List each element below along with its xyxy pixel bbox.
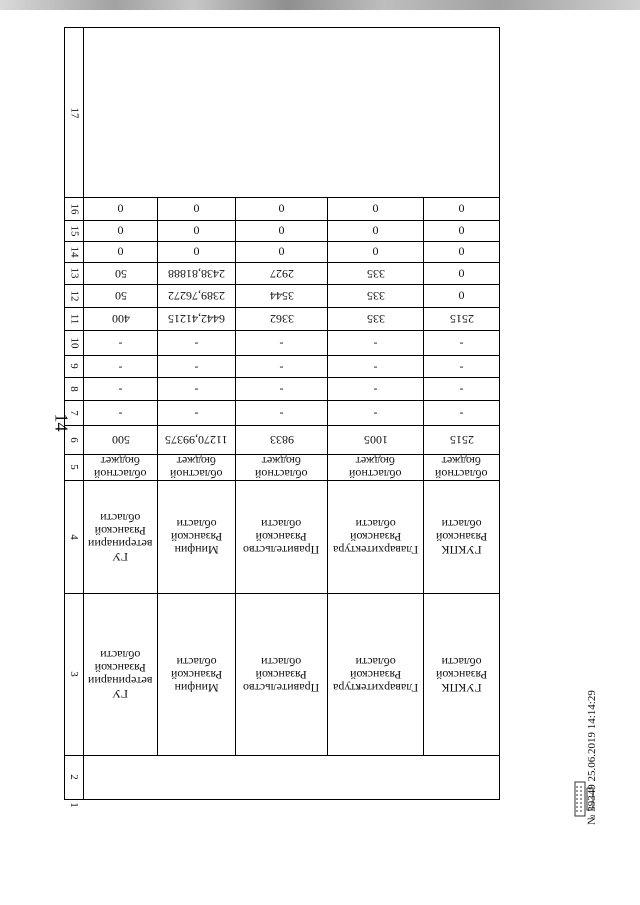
table-cell-col13 [158, 262, 235, 284]
table-cell-col7 [236, 400, 327, 425]
table-cell-col5 [424, 454, 499, 480]
table-cell-col9 [328, 355, 423, 377]
cell-text: - [279, 405, 284, 419]
table-cell-col3 [236, 593, 327, 755]
column-number-label: 2 [68, 774, 80, 780]
page-number: 14 [51, 413, 72, 432]
cell-text: - [118, 405, 123, 419]
table-cell-col10 [424, 330, 499, 355]
cell-text: ГУКПК Рязанской области [435, 517, 488, 557]
cell-text: 11270,99375 [165, 433, 228, 447]
column-number [65, 454, 83, 480]
column-number [65, 755, 83, 799]
table-cell-col6 [84, 425, 157, 454]
column-number-label: 10 [68, 337, 80, 348]
cell-text: - [279, 381, 284, 395]
cell-text: - [279, 358, 284, 373]
column-number-label: 13 [68, 267, 80, 279]
cell-text: - [373, 335, 378, 349]
table-cell-col6 [236, 425, 327, 454]
cell-text: 0 [193, 223, 200, 237]
table-cell-col13 [236, 262, 327, 284]
table-cell-col14 [236, 241, 327, 262]
cell-text: 1005 [363, 433, 388, 447]
table-cell-col6 [328, 425, 423, 454]
table-cell-col10 [328, 330, 423, 355]
cell-text: 0 [458, 288, 465, 302]
cell-text: - [194, 405, 199, 419]
column-number-label: 5 [68, 464, 80, 470]
column-number [65, 28, 83, 197]
column-number-label: 15 [68, 225, 80, 236]
cell-text: 0 [458, 265, 465, 280]
cell-text: 3362 [269, 312, 294, 326]
table-cell-col4 [158, 480, 235, 593]
cell-text: 0 [458, 201, 465, 215]
cell-text: - [459, 381, 464, 395]
table-cell-col6 [158, 425, 235, 454]
cell-text: 335 [366, 266, 385, 281]
column-number [65, 480, 83, 593]
table-cell-col9 [424, 355, 499, 377]
table-cell-col8 [328, 377, 423, 400]
table-cell-col8 [84, 377, 157, 400]
table-cell-col4 [84, 480, 157, 593]
column-number-label: 6 [68, 436, 80, 443]
table-cell-col14 [158, 241, 235, 262]
column-number [65, 377, 83, 400]
table-cell-col14 [328, 241, 423, 262]
cell-text: 0 [278, 201, 285, 215]
table-cell-col12 [424, 284, 499, 307]
column-number [65, 241, 83, 262]
column-number-label: 7 [68, 409, 80, 416]
table-cell-col11 [328, 307, 423, 330]
cell-text: ГУ ветеринарии Рязанской области [88, 510, 153, 564]
table-cell-col11 [84, 307, 157, 330]
column-number [65, 307, 83, 330]
cell-text: - [194, 335, 199, 349]
column-number-label: 1 [68, 802, 80, 808]
cell-text: областной бюджет [170, 454, 223, 481]
table-cell-col15 [84, 220, 157, 241]
cell-text: - [118, 358, 123, 373]
table-cell-col10 [84, 330, 157, 355]
cell-text: 6442,41215 [168, 312, 225, 326]
cell-text: 335 [366, 312, 385, 326]
table-cell-col10 [236, 330, 327, 355]
table-cell-col14 [424, 241, 499, 262]
table-cell-col6 [424, 425, 499, 454]
column-number [65, 330, 83, 355]
cell-text: - [373, 381, 378, 395]
cell-text: 0 [117, 223, 124, 237]
table-rule [65, 755, 499, 756]
table-cell-col8 [424, 377, 499, 400]
table-cell-col9 [84, 355, 157, 377]
cell-text: Минфин Рязанской области [170, 517, 223, 557]
column-number [65, 220, 83, 241]
registration-stamp: № 39349 25.06.2019 14:14:29 [586, 690, 598, 825]
table-cell-col11 [236, 307, 327, 330]
column-number-label: 14 [68, 246, 80, 257]
table-cell-col12 [84, 284, 157, 307]
table-cell-col16 [158, 197, 235, 220]
table-cell-col5 [84, 454, 157, 480]
cell-text: - [194, 358, 199, 373]
cell-text: 2515 [449, 433, 474, 447]
column-number [65, 355, 83, 377]
table-cell-col10 [158, 330, 235, 355]
table-cell-col3 [84, 593, 157, 755]
table-cell-col12 [328, 284, 423, 307]
table-cell-col12 [236, 284, 327, 307]
cell-text: 335 [366, 289, 385, 303]
column-number-label: 9 [68, 363, 80, 369]
table-cell-col7 [328, 400, 423, 425]
table-cell-col7 [84, 400, 157, 425]
table-cell-col14 [84, 241, 157, 262]
table-cell-col8 [236, 377, 327, 400]
table-cell-col13 [84, 262, 157, 284]
table-cell-col16 [84, 197, 157, 220]
table-cell-col3 [424, 593, 499, 755]
cell-text: Главархитектура Рязанской области [332, 517, 419, 557]
cell-text: 50 [114, 266, 127, 281]
cell-text: 2515 [449, 312, 474, 326]
column-number-label: 4 [68, 533, 80, 540]
cell-text: - [373, 405, 378, 419]
table-cell-col15 [236, 220, 327, 241]
cell-text: 0 [193, 201, 200, 215]
cell-text: областной бюджет [94, 454, 147, 481]
cell-text: 400 [111, 312, 130, 326]
table-cell-col15 [158, 220, 235, 241]
cell-text: - [118, 381, 123, 395]
table-cell-col5 [328, 454, 423, 480]
cell-text: областной бюджет [255, 454, 308, 481]
cell-text: 0 [458, 223, 465, 237]
cell-text: - [459, 335, 464, 349]
table-cell-col5 [158, 454, 235, 480]
table-cell-col9 [236, 355, 327, 377]
cell-text: 50 [114, 289, 127, 303]
cell-text: ГУ ветеринарии Рязанской области [88, 648, 153, 701]
cell-text: 0 [278, 244, 285, 258]
table-cell-col16 [236, 197, 327, 220]
table-cell-col7 [158, 400, 235, 425]
table-cell-col16 [424, 197, 499, 220]
cell-text: 0 [458, 244, 465, 258]
table-cell-col13 [424, 262, 499, 284]
cell-text: Главархитектура Рязанской области [332, 654, 419, 695]
cell-text: 9833 [269, 433, 294, 447]
table-cell-col4 [328, 480, 423, 593]
cell-text: областной бюджет [349, 454, 402, 481]
cell-text: - [279, 335, 284, 349]
column-number-label: 3 [68, 671, 80, 677]
table-cell-col12 [158, 284, 235, 307]
cell-text: 0 [117, 244, 124, 258]
column-number-label: 8 [68, 385, 80, 392]
cell-text: - [459, 358, 464, 373]
table-cell-col3 [158, 593, 235, 755]
cell-text: - [373, 358, 378, 373]
table-cell-col3 [328, 593, 423, 755]
cell-text: Правительство Рязанской области [243, 654, 320, 695]
table-cell-col5 [236, 454, 327, 480]
column-number-label: 12 [68, 290, 80, 301]
cell-text: 2389,76272 [168, 289, 225, 303]
column-number [65, 425, 83, 454]
column-number [65, 593, 83, 755]
column-number [65, 262, 83, 284]
cell-text: 3544 [269, 289, 294, 303]
cell-text: Минфин Рязанской области [170, 654, 223, 695]
cell-text: ГУКПК Рязанской области [435, 654, 488, 695]
table-cell-col9 [158, 355, 235, 377]
table-cell-col15 [424, 220, 499, 241]
cell-text: 2438,81888 [168, 266, 225, 281]
table-cell-col13 [328, 262, 423, 284]
cell-text: Правительство Рязанской области [243, 517, 320, 557]
rotated-table [64, 27, 500, 808]
column-number [65, 799, 83, 811]
table-cell-col11 [158, 307, 235, 330]
table-cell-col7 [424, 400, 499, 425]
cell-text: 0 [278, 223, 285, 237]
cell-text: 500 [111, 433, 130, 447]
table-cell-col8 [158, 377, 235, 400]
cell-text: - [118, 335, 123, 349]
scan-edge-artifact [0, 0, 640, 10]
cell-text: - [194, 381, 199, 395]
cell-text: 2927 [269, 266, 294, 281]
table-cell-col4 [236, 480, 327, 593]
column-number-label: 16 [68, 203, 80, 214]
column-number [65, 400, 83, 425]
column-number-label: 11 [68, 313, 80, 324]
column-number-label: 17 [68, 107, 80, 118]
cell-text: 0 [193, 244, 200, 258]
table-cell-col15 [328, 220, 423, 241]
cell-text: 0 [117, 201, 124, 215]
column-number [65, 197, 83, 220]
table-cell-col16 [328, 197, 423, 220]
table-cell-col11 [424, 307, 499, 330]
cell-text: 0 [372, 223, 379, 237]
column-number [65, 284, 83, 307]
cell-text: 0 [372, 244, 379, 258]
table-cell-col4 [424, 480, 499, 593]
cell-text: областной бюджет [435, 454, 488, 481]
cell-text: - [459, 405, 464, 419]
cell-text: 0 [372, 201, 379, 215]
